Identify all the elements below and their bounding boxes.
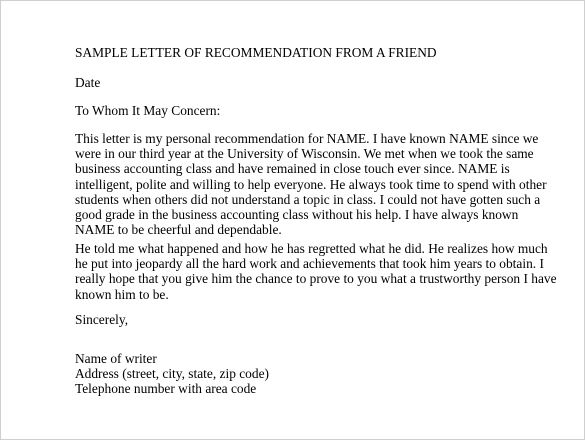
writer-address: Address (street, city, state, zip code) [75, 366, 269, 382]
paragraph-line: students when others did not understand a topic in class. I could not have gotten such a [75, 191, 541, 207]
letter-closing: Sincerely, [75, 312, 129, 327]
paragraph-line: NAME to be cheerful and dependable. [75, 222, 282, 238]
paragraph-line: He told me what happened and how he has regretted what he did. He realizes how much [75, 241, 548, 256]
letter-date: Date [75, 75, 101, 90]
paragraph-regret [75, 241, 557, 302]
writer-name: Name of writer [75, 351, 157, 366]
letter-salutation: To Whom It May Concern: [75, 103, 221, 118]
paragraph-line: really hope that you give him the chance to prove to you what a trustworthy person I have [75, 271, 557, 287]
paragraph-line: he put into jeopardy all the hard work and achievements that took him years to obtain. I [75, 256, 544, 272]
signature-block [75, 351, 269, 397]
paragraph-line: This letter is my personal recommendation for NAME. I have known NAME since we [75, 131, 539, 146]
paragraph-line: intelligent, polite and willing to help everyone. He always took time to spend with other [75, 176, 547, 192]
letter-title: SAMPLE LETTER OF RECOMMENDATION FROM A FRIEND [75, 45, 437, 60]
paragraph-line: good grade in the business accounting class without his help. I have always known [75, 207, 519, 223]
paragraph-line: business accounting class and have remained in close touch ever since. NAME is [75, 161, 510, 177]
paragraph-recommendation [75, 131, 547, 237]
writer-telephone: Telephone number with area code [75, 381, 257, 397]
paragraph-line: were in our third year at the University of Wisconsin. We met when we took the same [75, 146, 534, 162]
paragraph-line: known him to be. [75, 286, 169, 302]
